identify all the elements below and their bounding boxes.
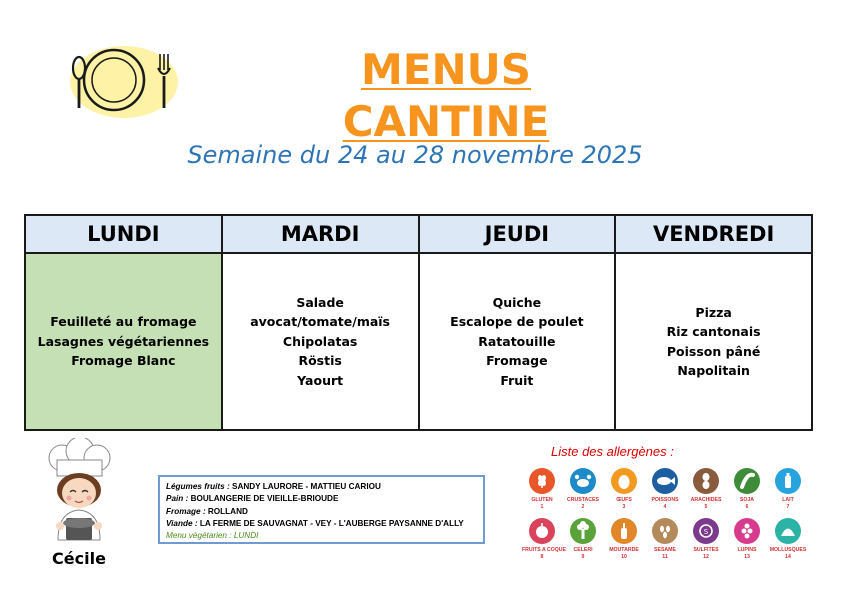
allergen-number: 2 — [581, 504, 585, 510]
mustard-icon — [611, 518, 637, 544]
egg-icon — [611, 468, 637, 494]
allergen-name: LAIT — [782, 497, 794, 503]
allergen-item — [727, 518, 767, 560]
sulfites-icon — [693, 518, 719, 544]
day-header-vendredi: VENDREDI — [615, 215, 812, 253]
chef-name: Cécile — [52, 549, 106, 568]
supplier-row-pain — [166, 493, 477, 505]
allergen-number: 3 — [622, 504, 626, 510]
menu-header-row — [25, 215, 812, 253]
dish: Escalope de poulet — [450, 314, 584, 330]
allergen-name: GLUTEN — [531, 497, 553, 503]
allergen-number: 12 — [703, 554, 709, 560]
sesame-icon — [652, 518, 678, 544]
fish-icon — [652, 468, 678, 494]
dish: Poisson pâné — [666, 343, 761, 359]
supplier-label: Pain : — [166, 494, 189, 504]
menu-cell-lundi — [25, 253, 222, 430]
menu-cell-mardi — [222, 253, 419, 430]
allergen-number: 14 — [785, 554, 791, 560]
dish: Lasagnes végétariennes — [37, 333, 210, 349]
allergen-number: 10 — [621, 554, 627, 560]
allergen-item — [768, 518, 808, 560]
supplier-value: BOULANGERIE DE VIEILLE-BRIOUDE — [190, 494, 339, 504]
allergen-number: 4 — [663, 504, 667, 510]
lupin-icon — [734, 518, 760, 544]
allergen-item — [522, 468, 562, 510]
dish: Riz cantonais — [666, 324, 761, 339]
allergen-number: 9 — [581, 554, 585, 560]
dish: Chipolatas — [282, 333, 358, 349]
dish: Napolitain — [677, 363, 750, 378]
plate-cutlery-icon — [64, 40, 182, 120]
allergen-name: POISSONS — [651, 497, 679, 503]
allergen-item — [563, 518, 603, 560]
day-header-lundi: LUNDI — [25, 215, 222, 253]
dish: Yaourt — [297, 372, 344, 388]
dish: Fruit — [500, 372, 534, 388]
supplier-label: Fromage : — [166, 506, 206, 516]
allergen-number: 5 — [704, 504, 708, 510]
supplier-value: LUNDI — [233, 531, 259, 541]
allergen-item — [563, 468, 603, 510]
allergen-name: LUPINS — [737, 547, 757, 553]
allergen-name: FRUITS A COQUE — [522, 547, 566, 553]
dish: Quiche — [492, 294, 542, 310]
suppliers-box — [158, 475, 485, 544]
allergen-name: MOLLUSQUES — [769, 547, 807, 553]
menu-dishes-row — [25, 253, 812, 430]
allergen-name: MOUTARDE — [609, 547, 639, 553]
dish: Ratatouille — [478, 333, 556, 349]
svg-text:S: S — [703, 528, 709, 536]
supplier-value: LA FERME DE SAUVAGNAT - VEY - L'AUBERGE PAYSANNE D'ALLY — [199, 518, 464, 528]
day-header-jeudi: JEUDI — [419, 215, 616, 253]
allergen-item — [645, 518, 685, 560]
supplier-label: Menu végétarien : — [166, 531, 232, 541]
dish: Pizza — [695, 304, 732, 320]
allergen-name: ARACHIDES — [690, 497, 722, 503]
supplier-row-vegetarien — [166, 530, 477, 542]
allergen-item — [686, 468, 726, 510]
dish: Feuilleté au fromage — [50, 314, 197, 330]
allergen-name: ŒUFS — [616, 497, 632, 503]
allergen-number: 13 — [744, 554, 750, 560]
milk-icon — [775, 468, 801, 494]
week-subtitle: Semaine du 24 au 28 novembre 2025 — [187, 141, 643, 169]
allergen-item — [645, 468, 685, 510]
crab-icon — [570, 468, 596, 494]
allergen-name: SOJA — [739, 497, 755, 503]
allergen-list-title: Liste des allergènes : — [551, 444, 674, 459]
allergen-number: 7 — [786, 504, 790, 510]
allergen-item — [604, 518, 644, 560]
wheat-icon — [529, 468, 555, 494]
allergen-name: CRUSTACES — [567, 497, 599, 503]
supplier-row-fromage — [166, 506, 477, 518]
allergen-item — [768, 468, 808, 510]
soy-icon — [734, 468, 760, 494]
supplier-label: Viande : — [166, 518, 198, 528]
allergen-number: 11 — [662, 554, 668, 560]
menu-cell-jeudi — [419, 253, 616, 430]
nut-icon — [529, 518, 555, 544]
dish: Salade avocat/tomate/maïs — [250, 294, 391, 330]
peanut-icon — [693, 468, 719, 494]
allergen-item — [727, 468, 767, 510]
supplier-row-legumes — [166, 481, 477, 493]
menu-cell-vendredi — [615, 253, 812, 430]
dish: Röstis — [298, 353, 342, 369]
allergen-number: 6 — [745, 504, 749, 510]
supplier-label: Légumes fruits : — [166, 482, 230, 491]
allergen-name: SULFITES — [693, 547, 719, 553]
allergen-name: SESAME — [654, 547, 676, 553]
allergen-legend — [522, 468, 812, 568]
day-header-mardi: MARDI — [222, 215, 419, 253]
dish: Fromage — [486, 353, 548, 369]
allergen-name: CELERI — [573, 547, 593, 553]
supplier-row-viande — [166, 518, 477, 530]
shell-icon — [775, 518, 801, 544]
chef-icon — [40, 438, 118, 543]
supplier-value: ROLLAND — [207, 506, 248, 516]
allergen-number: 8 — [540, 554, 544, 560]
supplier-value: SANDY LAURORE - MATTIEU CARIOU — [231, 482, 381, 491]
allergen-item — [686, 518, 726, 560]
allergen-number: 1 — [540, 504, 544, 510]
allergen-item — [604, 468, 644, 510]
page-title: MENUS CANTINE — [342, 45, 550, 146]
allergen-item — [522, 518, 566, 560]
menu-table — [24, 214, 813, 431]
dish: Fromage Blanc — [71, 353, 176, 369]
celery-icon — [570, 518, 596, 544]
